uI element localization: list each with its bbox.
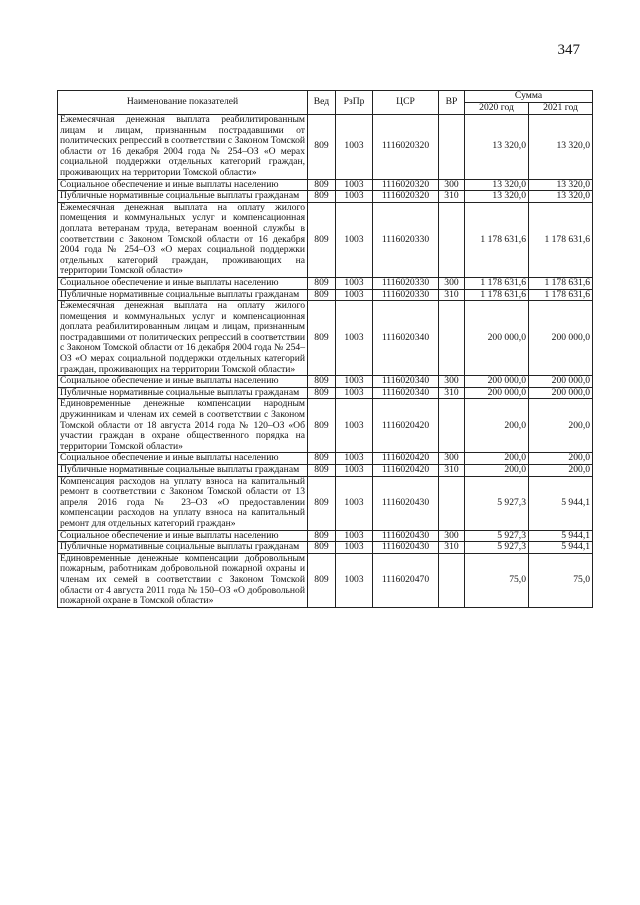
row-sum-2020: 13 320,0 <box>465 191 529 203</box>
row-sum-2020: 200 000,0 <box>465 301 529 376</box>
header-ved: Вед <box>308 91 336 115</box>
row-csr: 1116020430 <box>373 476 439 530</box>
row-sum-2020: 1 178 631,6 <box>465 289 529 301</box>
row-sum-2021: 200 000,0 <box>529 301 593 376</box>
table-row <box>58 476 593 530</box>
row-rzpr: 1003 <box>336 476 373 530</box>
row-csr: 1116020420 <box>373 465 439 477</box>
row-sum-2020: 5 927,3 <box>465 476 529 530</box>
row-ved: 809 <box>308 289 336 301</box>
row-rzpr: 1003 <box>336 115 373 180</box>
table-row <box>58 115 593 180</box>
row-rzpr: 1003 <box>336 530 373 542</box>
row-vr <box>439 115 465 180</box>
row-sum-2021: 5 944,1 <box>529 542 593 554</box>
row-csr: 1116020330 <box>373 289 439 301</box>
table-row <box>58 301 593 376</box>
row-vr: 300 <box>439 179 465 191</box>
table-row <box>58 465 593 477</box>
row-sum-2021: 1 178 631,6 <box>529 202 593 277</box>
row-ved: 809 <box>308 530 336 542</box>
row-vr <box>439 202 465 277</box>
row-sum-2021: 5 944,1 <box>529 476 593 530</box>
table-row <box>58 387 593 399</box>
row-vr <box>439 553 465 607</box>
row-csr: 1116020320 <box>373 179 439 191</box>
row-name: Социальное обеспечение и иные выплаты населению <box>58 376 308 388</box>
row-name: Публичные нормативные социальные выплаты гражданам <box>58 465 308 477</box>
row-csr: 1116020320 <box>373 115 439 180</box>
row-name: Социальное обеспечение и иные выплаты населению <box>58 530 308 542</box>
table-row <box>58 530 593 542</box>
row-sum-2021: 5 944,1 <box>529 530 593 542</box>
table-row <box>58 553 593 607</box>
row-csr: 1116020330 <box>373 202 439 277</box>
row-name: Публичные нормативные социальные выплаты гражданам <box>58 289 308 301</box>
table-row <box>58 453 593 465</box>
table-row <box>58 542 593 554</box>
row-csr: 1116020340 <box>373 387 439 399</box>
table-row <box>58 202 593 277</box>
row-ved: 809 <box>308 542 336 554</box>
header-sum: Сумма <box>465 91 593 103</box>
header-year-2020: 2020 год <box>465 103 529 115</box>
row-csr: 1116020430 <box>373 530 439 542</box>
header-vr: ВР <box>439 91 465 115</box>
row-sum-2021: 200,0 <box>529 465 593 477</box>
row-sum-2021: 13 320,0 <box>529 115 593 180</box>
row-name: Публичные нормативные социальные выплаты гражданам <box>58 542 308 554</box>
row-ved: 809 <box>308 453 336 465</box>
table-row <box>58 179 593 191</box>
row-name: Социальное обеспечение и иные выплаты населению <box>58 277 308 289</box>
row-sum-2021: 75,0 <box>529 553 593 607</box>
row-ved: 809 <box>308 179 336 191</box>
row-rzpr: 1003 <box>336 453 373 465</box>
table-row <box>58 289 593 301</box>
row-ved: 809 <box>308 553 336 607</box>
row-sum-2021: 13 320,0 <box>529 191 593 203</box>
table-row <box>58 277 593 289</box>
row-vr <box>439 301 465 376</box>
row-sum-2020: 1 178 631,6 <box>465 277 529 289</box>
budget-table <box>57 90 593 608</box>
header-year-2021: 2021 год <box>529 103 593 115</box>
row-vr: 310 <box>439 542 465 554</box>
row-name: Публичные нормативные социальные выплаты гражданам <box>58 191 308 203</box>
row-rzpr: 1003 <box>336 202 373 277</box>
row-sum-2021: 200 000,0 <box>529 376 593 388</box>
row-vr: 300 <box>439 277 465 289</box>
row-ved: 809 <box>308 476 336 530</box>
row-rzpr: 1003 <box>336 553 373 607</box>
row-ved: 809 <box>308 115 336 180</box>
row-csr: 1116020420 <box>373 453 439 465</box>
page-number: 347 <box>557 42 580 58</box>
row-sum-2021: 200,0 <box>529 399 593 453</box>
row-sum-2021: 13 320,0 <box>529 179 593 191</box>
row-sum-2021: 1 178 631,6 <box>529 277 593 289</box>
row-vr <box>439 476 465 530</box>
row-rzpr: 1003 <box>336 465 373 477</box>
row-sum-2020: 5 927,3 <box>465 530 529 542</box>
row-vr: 300 <box>439 453 465 465</box>
row-ved: 809 <box>308 202 336 277</box>
row-ved: 809 <box>308 376 336 388</box>
row-sum-2020: 200 000,0 <box>465 376 529 388</box>
table-body <box>58 115 593 608</box>
table-row <box>58 399 593 453</box>
row-sum-2020: 200 000,0 <box>465 387 529 399</box>
row-vr: 310 <box>439 387 465 399</box>
row-vr <box>439 399 465 453</box>
row-rzpr: 1003 <box>336 387 373 399</box>
row-rzpr: 1003 <box>336 179 373 191</box>
header-rzpr: РзПр <box>336 91 373 115</box>
row-ved: 809 <box>308 301 336 376</box>
table-row <box>58 376 593 388</box>
row-name: Компенсация расходов на уплату взноса на капитальный ремонт в соответствии с Законом Томской области от 13 апреля 2016 года № 23–ОЗ «О предоставлении компенсации расходов на уплату взноса на капитальный ремонт для отдельных категорий граждан» <box>58 476 308 530</box>
row-sum-2020: 200,0 <box>465 453 529 465</box>
row-name: Ежемесячная денежная выплата на оплату жилого помещения и коммунальных услуг и компенсационная доплата реабилитированным лицам и лицам, признанным пострадавшими от политических репрессий в соответствии с Законом Томской области от 16 декабря 2004 года № 254–ОЗ «О мерах социальной поддержки отдельных категорий граждан, проживающих на территории Томской области» <box>58 301 308 376</box>
row-csr: 1116020430 <box>373 542 439 554</box>
table-row <box>58 191 593 203</box>
row-name: Единовременные денежные компенсации добровольным пожарным, работникам добровольной пожарной охраны и членам их семей в соответствии с Законом Томской области от 4 августа 2011 года № 150–ОЗ «О добровольной пожарной охране в Томской области» <box>58 553 308 607</box>
row-vr: 300 <box>439 376 465 388</box>
row-ved: 809 <box>308 277 336 289</box>
row-rzpr: 1003 <box>336 376 373 388</box>
row-rzpr: 1003 <box>336 301 373 376</box>
row-ved: 809 <box>308 465 336 477</box>
row-vr: 310 <box>439 191 465 203</box>
row-rzpr: 1003 <box>336 191 373 203</box>
row-name: Ежемесячная денежная выплата реабилитированным лицам и лицам, признанным пострадавшими от политических репрессий в соответствии с Законом Томской области от 16 декабря 2004 года № 254–ОЗ «О мерах социальной поддержки отдельных категорий граждан, проживающих на территории Томской области» <box>58 115 308 180</box>
row-sum-2020: 200,0 <box>465 465 529 477</box>
row-vr: 300 <box>439 530 465 542</box>
row-rzpr: 1003 <box>336 399 373 453</box>
row-sum-2021: 200 000,0 <box>529 387 593 399</box>
row-csr: 1116020330 <box>373 277 439 289</box>
row-csr: 1116020340 <box>373 376 439 388</box>
row-csr: 1116020320 <box>373 191 439 203</box>
header-name: Наименование показателей <box>58 91 308 115</box>
row-sum-2020: 13 320,0 <box>465 115 529 180</box>
row-ved: 809 <box>308 399 336 453</box>
row-sum-2020: 1 178 631,6 <box>465 202 529 277</box>
row-sum-2021: 200,0 <box>529 453 593 465</box>
row-rzpr: 1003 <box>336 542 373 554</box>
header-csr: ЦСР <box>373 91 439 115</box>
row-name: Единовременные денежные компенсации народным дружинникам и членам их семей в соответствии с Законом Томской области от 18 августа 2014 года № 120–ОЗ «Об участии граждан в охране общественного порядка на территории Томской области» <box>58 399 308 453</box>
row-sum-2020: 75,0 <box>465 553 529 607</box>
row-rzpr: 1003 <box>336 289 373 301</box>
row-name: Публичные нормативные социальные выплаты гражданам <box>58 387 308 399</box>
row-rzpr: 1003 <box>336 277 373 289</box>
row-vr: 310 <box>439 289 465 301</box>
row-name: Ежемесячная денежная выплата на оплату жилого помещения и коммунальных услуг и компенсационная доплата ветеранам труда, ветеранам военной службы в соответствии с Законом Томской области от 16 декабря 2004 года № 254–ОЗ «О мерах социальной поддержки отдельных категорий граждан, проживающих на территории Томской области» <box>58 202 308 277</box>
row-vr: 310 <box>439 465 465 477</box>
row-csr: 1116020340 <box>373 301 439 376</box>
row-sum-2020: 5 927,3 <box>465 542 529 554</box>
row-sum-2021: 1 178 631,6 <box>529 289 593 301</box>
row-ved: 809 <box>308 387 336 399</box>
row-name: Социальное обеспечение и иные выплаты населению <box>58 179 308 191</box>
row-csr: 1116020470 <box>373 553 439 607</box>
row-sum-2020: 13 320,0 <box>465 179 529 191</box>
row-csr: 1116020420 <box>373 399 439 453</box>
row-name: Социальное обеспечение и иные выплаты населению <box>58 453 308 465</box>
row-sum-2020: 200,0 <box>465 399 529 453</box>
row-ved: 809 <box>308 191 336 203</box>
